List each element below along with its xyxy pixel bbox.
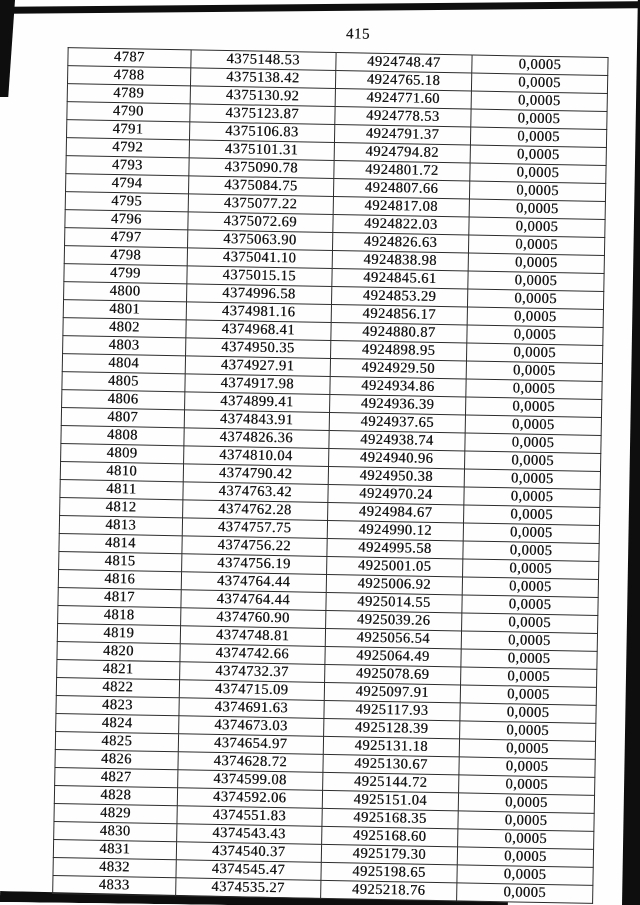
table-cell: 4807 [61,408,184,428]
table-cell: 4374756.22 [181,536,327,557]
table-cell: 4375015.15 [186,266,332,287]
table-cell: 4925168.35 [322,808,458,828]
table-cell: 4924950.38 [328,466,464,486]
table-cell: 4924807.66 [333,179,469,199]
table-cell: 4813 [59,516,182,536]
table-cell: 4375072.69 [187,212,333,233]
table-cell: 4812 [60,498,183,518]
table-cell: 0,0005 [471,91,607,111]
table-cell: 4374748.81 [180,626,326,647]
table-cell: 4924984.67 [327,502,463,522]
table-cell: 4924970.24 [328,484,464,504]
table-cell: 4787 [68,48,191,68]
table-cell: 4924938.74 [329,430,465,450]
table-cell: 4924838.98 [332,251,468,271]
table-cell: 4374673.03 [178,716,324,737]
table-cell: 4818 [58,606,181,626]
page-number: 415 [345,26,371,43]
table-cell: 4925128.39 [323,718,459,738]
table-cell: 4805 [62,372,185,392]
table-cell: 4824 [56,714,179,734]
table-cell: 4374628.72 [178,752,324,773]
table-cell: 0,0005 [462,559,598,579]
table-cell: 4798 [64,246,187,266]
table-cell: 4925064.49 [325,646,461,666]
table-cell: 4924929.50 [330,358,466,378]
table-cell: 4375084.75 [188,176,334,197]
table-cell: 4808 [61,426,184,446]
table-cell: 4374535.27 [175,878,321,899]
table-cell: 0,0005 [468,253,604,273]
table-cell: 0,0005 [471,73,607,93]
table-cell: 4925218.76 [320,880,456,900]
table-cell: 4374917.98 [184,374,330,395]
table-cell: 4375106.83 [189,122,335,143]
table-cell: 4924934.86 [330,376,466,396]
table-cell: 0,0005 [472,55,608,75]
table-cell: 4804 [62,354,185,374]
table-cell: 4374551.83 [177,806,323,827]
table-cell: 0,0005 [464,451,600,471]
table-cell: 4924880.87 [331,322,467,342]
table-cell: 0,0005 [470,163,606,183]
table-cell: 0,0005 [457,847,593,867]
table-cell: 0,0005 [460,667,596,687]
table-cell: 0,0005 [458,811,594,831]
table-cell: 4375041.10 [187,248,333,269]
table-cell: 0,0005 [463,505,599,525]
table-cell: 4924937.65 [329,412,465,432]
table-cell: 4794 [66,174,189,194]
table-cell: 0,0005 [466,361,602,381]
table-cell: 0,0005 [457,865,593,885]
table-cell: 4826 [55,750,178,770]
table-cell: 4816 [58,570,181,590]
table-cell: 4374545.47 [176,860,322,881]
table-cell: 0,0005 [464,487,600,507]
table-cell: 4809 [61,444,184,464]
table-cell: 0,0005 [465,415,601,435]
table-cell: 4820 [57,642,180,662]
table-cell: 0,0005 [459,739,595,759]
table-cell: 4925006.92 [326,574,462,594]
table-cell: 4796 [65,210,188,230]
table-cell: 4817 [58,588,181,608]
table-cell: 4793 [66,156,189,176]
table-cell: 4924853.29 [331,286,467,306]
table-cell: 0,0005 [461,613,597,633]
table-cell: 4924778.53 [335,107,471,127]
table-cell: 4825 [55,732,178,752]
table-cell: 4374927.91 [185,356,331,377]
table-cell: 4374790.42 [183,464,329,485]
table-cell: 4924990.12 [327,520,463,540]
table-cell: 4374996.58 [186,284,332,305]
table-cell: 4833 [53,875,176,895]
table-cell: 0,0005 [460,703,596,723]
table-cell: 4374899.41 [184,392,330,413]
table-cell: 4374543.43 [176,824,322,845]
table-cell: 4799 [64,264,187,284]
table-cell: 4925117.93 [324,700,460,720]
table-cell: 4811 [60,480,183,500]
table-cell: 4375123.87 [189,104,335,125]
table-cell: 4925056.54 [325,628,461,648]
table-cell: 4925014.55 [326,592,462,612]
table-cell: 0,0005 [460,685,596,705]
table-cell: 0,0005 [469,181,605,201]
table-cell: 4830 [54,822,177,842]
table-cell: 4374968.41 [185,320,331,341]
table-cell: 4924791.37 [334,125,470,145]
table-cell: 4924801.72 [334,161,470,181]
table-cell: 4925131.18 [323,736,459,756]
table-cell: 4789 [67,84,190,104]
table-cell: 4375063.90 [187,230,333,251]
table-cell: 0,0005 [465,397,601,417]
table-cell: 4788 [67,66,190,86]
table-cell: 4924748.47 [336,53,472,73]
table-cell: 0,0005 [467,289,603,309]
table-cell: 4819 [57,624,180,644]
table-cell: 4806 [62,390,185,410]
table-cell: 4925198.65 [321,862,457,882]
table-cell: 0,0005 [462,595,598,615]
table-cell: 0,0005 [466,343,602,363]
table-cell: 4792 [66,138,189,158]
table-cell: 0,0005 [466,379,602,399]
table-cell: 0,0005 [469,217,605,237]
table-cell: 4797 [65,228,188,248]
table-cell: 0,0005 [456,883,592,903]
table-cell: 4831 [53,839,176,859]
table-cell: 4374540.37 [176,842,322,863]
table-cell: 4925151.04 [322,790,458,810]
table-cell: 4375090.78 [188,158,334,179]
table-cell: 4925078.69 [324,664,460,684]
table-cell: 4925130.67 [323,754,459,774]
table-cell: 4802 [63,318,186,338]
table-cell: 4924817.08 [333,197,469,217]
table-cell: 4374810.04 [183,446,329,467]
table-cell: 0,0005 [459,721,595,741]
table-cell: 4832 [53,857,176,877]
table-cell: 4374756.19 [181,554,327,575]
table-cell: 4374981.16 [186,302,332,323]
table-cell: 4924822.03 [333,215,469,235]
table-cell: 0,0005 [465,433,601,453]
table-cell: 4924845.61 [332,269,468,289]
table-cell: 4374654.97 [178,734,324,755]
table-cell: 4374732.37 [179,662,325,683]
table-cell: 0,0005 [468,235,604,255]
table-cell: 0,0005 [467,325,603,345]
table-cell: 4810 [60,462,183,482]
table-cell: 4374757.75 [182,518,328,539]
table-cell: 4815 [59,552,182,572]
table-cell: 4823 [56,696,179,716]
table-cell: 0,0005 [462,577,598,597]
table-cell: 4374826.36 [183,428,329,449]
table-cell: 4925097.91 [324,682,460,702]
table-cell: 0,0005 [463,523,599,543]
table-cell: 4924995.58 [327,538,463,558]
table-cell: 0,0005 [470,127,606,147]
table-cell: 4375101.31 [189,140,335,161]
table-cell: 4374599.08 [177,770,323,791]
table-cell: 4925144.72 [322,772,458,792]
table-cell: 0,0005 [461,649,597,669]
table-cell: 4924771.60 [335,89,471,109]
table-cell: 4790 [67,102,190,122]
table-cell: 0,0005 [459,757,595,777]
table-cell: 4803 [63,336,186,356]
table-cell: 4374715.09 [179,680,325,701]
table-cell: 4924794.82 [334,143,470,163]
table-cell: 4374592.06 [177,788,323,809]
table-cell: 4374691.63 [179,698,325,719]
table-cell: 4374760.90 [180,608,326,629]
table-cell: 4375148.53 [190,50,336,71]
table-cell: 0,0005 [467,307,603,327]
table-cell: 4814 [59,534,182,554]
table-cell: 4925179.30 [321,844,457,864]
table-cell: 4829 [54,804,177,824]
table-cell: 4924940.96 [328,448,464,468]
table-cell: 0,0005 [458,775,594,795]
table-cell: 4924765.18 [335,71,471,91]
table-cell: 4374843.91 [184,410,330,431]
table-cell: 4374742.66 [180,644,326,665]
table-cell: 4800 [64,282,187,302]
table-cell: 0,0005 [463,541,599,561]
table-cell: 0,0005 [470,145,606,165]
coordinate-table [52,47,608,904]
table-cell: 4791 [67,120,190,140]
table-cell: 0,0005 [469,199,605,219]
table-cell: 4822 [56,678,179,698]
table-cell: 4795 [65,192,188,212]
table-cell: 0,0005 [457,829,593,849]
coordinate-table-body [53,48,608,904]
table-cell: 0,0005 [468,271,604,291]
table-cell: 0,0005 [471,109,607,129]
table-cell: 4924936.39 [329,394,465,414]
table-cell: 0,0005 [461,631,597,651]
table-cell: 0,0005 [464,469,600,489]
table-cell: 4827 [55,768,178,788]
table-cell: 4374950.35 [185,338,331,359]
table-cell: 4925168.60 [321,826,457,846]
table-cell: 4374764.44 [180,590,326,611]
table-cell: 4821 [57,660,180,680]
table-cell: 4924856.17 [331,304,467,324]
table-cell: 4924898.95 [330,340,466,360]
table-cell: 4374763.42 [182,482,328,503]
table-cell: 4925039.26 [325,610,461,630]
table-cell: 4374764.44 [181,572,327,593]
table-cell: 4375077.22 [188,194,334,215]
table-cell: 4801 [63,300,186,320]
table-cell: 4375138.42 [190,68,336,89]
table-cell: 4924826.63 [332,233,468,253]
table-cell: 4374762.28 [182,500,328,521]
table-cell: 0,0005 [458,793,594,813]
table-cell: 4925001.05 [326,556,462,576]
table-cell: 4828 [54,786,177,806]
table-cell: 4375130.92 [190,86,336,107]
